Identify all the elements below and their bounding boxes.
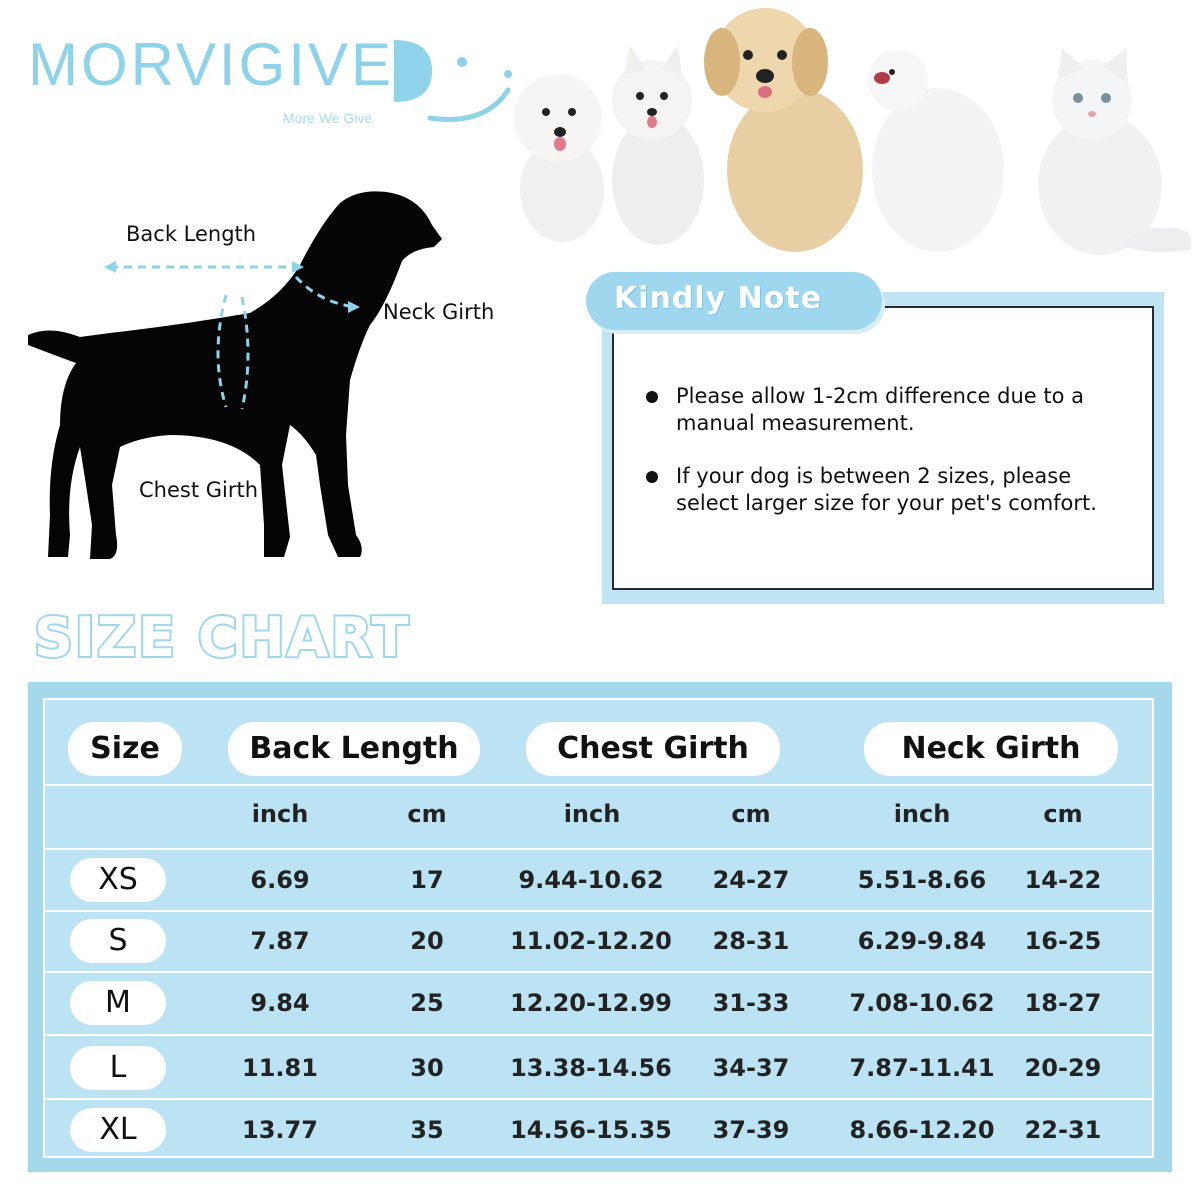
unit-label: inch <box>893 800 951 828</box>
table-cell: 20-29 <box>1024 1054 1102 1082</box>
table-cell: 9.84 <box>250 989 310 1017</box>
table-cell: 35 <box>410 1116 444 1144</box>
table-cell: 34-37 <box>712 1054 790 1082</box>
table-cell: 9.44-10.62 <box>518 866 664 894</box>
table-cell: 11.02-12.20 <box>510 927 672 955</box>
chest-girth-label: Chest Girth <box>139 478 259 502</box>
note-text: Please allow 1-2cm difference due to a manual measurement. <box>676 384 1084 435</box>
size-label-xl: XL <box>70 1108 166 1152</box>
neck-girth-label: Neck Girth <box>383 300 495 324</box>
white-cat-icon <box>1038 48 1191 255</box>
table-cell: 17 <box>410 866 444 894</box>
unit-label: cm <box>407 800 447 828</box>
table-cell: 7.87-11.41 <box>849 1054 995 1082</box>
header-chest-girth: Chest Girth <box>526 722 780 776</box>
unit-label: cm <box>731 800 771 828</box>
note-panel <box>612 306 1154 590</box>
table-cell: 6.29-9.84 <box>857 927 987 955</box>
unit-label: cm <box>1043 800 1083 828</box>
bullet-icon <box>646 471 658 483</box>
table-cell: 37-39 <box>712 1116 790 1144</box>
table-divider <box>45 910 1152 912</box>
back-length-label: Back Length <box>126 222 257 246</box>
table-cell: 14.56-15.35 <box>510 1116 672 1144</box>
table-cell: 6.69 <box>250 866 310 894</box>
table-cell: 25 <box>410 989 444 1017</box>
table-cell: 8.66-12.20 <box>849 1116 995 1144</box>
table-divider <box>45 1098 1152 1100</box>
table-cell: 28-31 <box>712 927 790 955</box>
table-cell: 5.51-8.66 <box>857 866 987 894</box>
table-divider <box>45 971 1152 973</box>
unit-label: inch <box>251 800 309 828</box>
table-cell: 30 <box>410 1054 444 1082</box>
table-cell: 20 <box>410 927 444 955</box>
table-cell: 13.38-14.56 <box>510 1054 672 1082</box>
table-cell: 13.77 <box>242 1116 318 1144</box>
size-label-s: S <box>70 919 166 963</box>
table-cell: 22-31 <box>1024 1116 1102 1144</box>
note-item <box>646 463 1126 517</box>
table-cell: 11.81 <box>242 1054 318 1082</box>
table-divider <box>45 848 1152 850</box>
note-item <box>646 383 1126 437</box>
unit-label: inch <box>563 800 621 828</box>
size-label-xs: XS <box>70 858 166 902</box>
table-cell: 18-27 <box>1024 989 1102 1017</box>
header-size: Size <box>68 722 182 776</box>
table-cell: 14-22 <box>1024 866 1102 894</box>
table-cell: 31-33 <box>712 989 790 1017</box>
table-divider <box>45 784 1152 786</box>
white-puppy-icon <box>514 74 604 242</box>
golden-puppy-icon <box>704 8 863 252</box>
table-cell: 7.87 <box>250 927 310 955</box>
table-cell: 12.20-12.99 <box>510 989 672 1017</box>
spitz-puppy-icon <box>612 45 704 245</box>
brand-logo: MORVIGIVE <box>28 31 394 98</box>
size-label-m: M <box>70 981 166 1025</box>
size-chart-title <box>30 600 470 670</box>
table-cell: 16-25 <box>1024 927 1102 955</box>
table-cell: 7.08-10.62 <box>849 989 995 1017</box>
note-text: If your dog is between 2 sizes, please select larger size for your pet's comfort. <box>676 464 1097 515</box>
pets-photo <box>500 0 1200 260</box>
brand-tagline: More We Give <box>283 110 373 126</box>
bullet-icon <box>646 391 658 403</box>
white-spitz-icon <box>868 50 1004 252</box>
header-back-length: Back Length <box>228 722 480 776</box>
note-title: Kindly Note <box>614 281 823 316</box>
table-cell: 24-27 <box>712 866 790 894</box>
dog-silhouette-icon <box>20 185 520 575</box>
size-label-l: L <box>70 1046 166 1090</box>
table-divider <box>45 1034 1152 1036</box>
size-chart-title-text: SIZE CHART <box>34 606 411 669</box>
header-neck-girth: Neck Girth <box>864 722 1118 776</box>
